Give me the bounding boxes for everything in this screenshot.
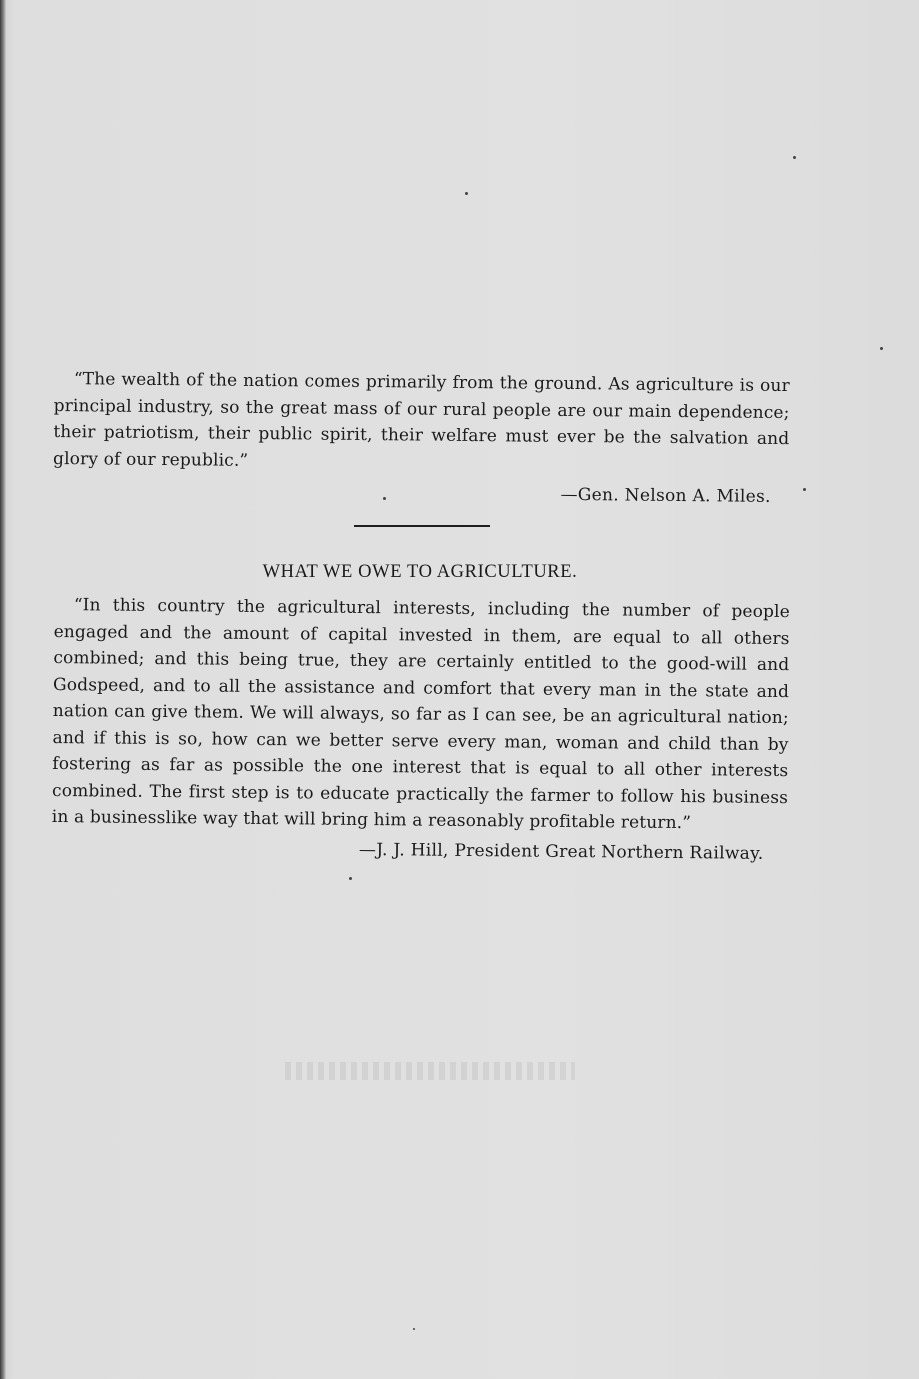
print-speck xyxy=(413,1328,415,1330)
section-heading: WHAT WE OWE TO AGRICULTURE. xyxy=(262,562,578,582)
hill-quote-text: “In this country the agricultural interests, including the number of people engaged and the amount of capital invested in them, are equal to all others combined; and this being true, they are certainly entitled to the good-will and Godspeed, and to all the assistance and comfort that every man in the state and nation can give them. We will always, so far as I can see, be an agricultural nation; and if this is so, how can we better serve every man, woman and child than by fostering as far as possible the one interest that is equal to all other interests combined. The first step is to educate practically the farmer to follow his business in a businesslike way that will bring him a reasonably profitable return.” xyxy=(51,595,790,834)
show-through-bleed xyxy=(285,1062,575,1080)
miles-quote-text: “The wealth of the nation comes primarily from the ground. As agriculture is our principal industry, so the great mass of our rural people are our main dependence; their patriotism, their public spirit, their welfare must ever be the salvation and glory of our republic.” xyxy=(53,369,790,471)
print-speck xyxy=(793,156,796,159)
miles-quote xyxy=(53,366,790,507)
print-speck xyxy=(880,347,883,350)
miles-attribution: —Gen. Nelson A. Miles. xyxy=(560,484,771,507)
print-speck xyxy=(349,877,352,880)
section-divider xyxy=(354,525,490,527)
hill-quote xyxy=(51,592,790,864)
hill-attribution: —J. J. Hill, President Great Northern Railway. xyxy=(358,839,764,864)
binding-edge xyxy=(0,0,6,1379)
print-speck xyxy=(465,192,468,195)
print-speck xyxy=(803,488,806,491)
